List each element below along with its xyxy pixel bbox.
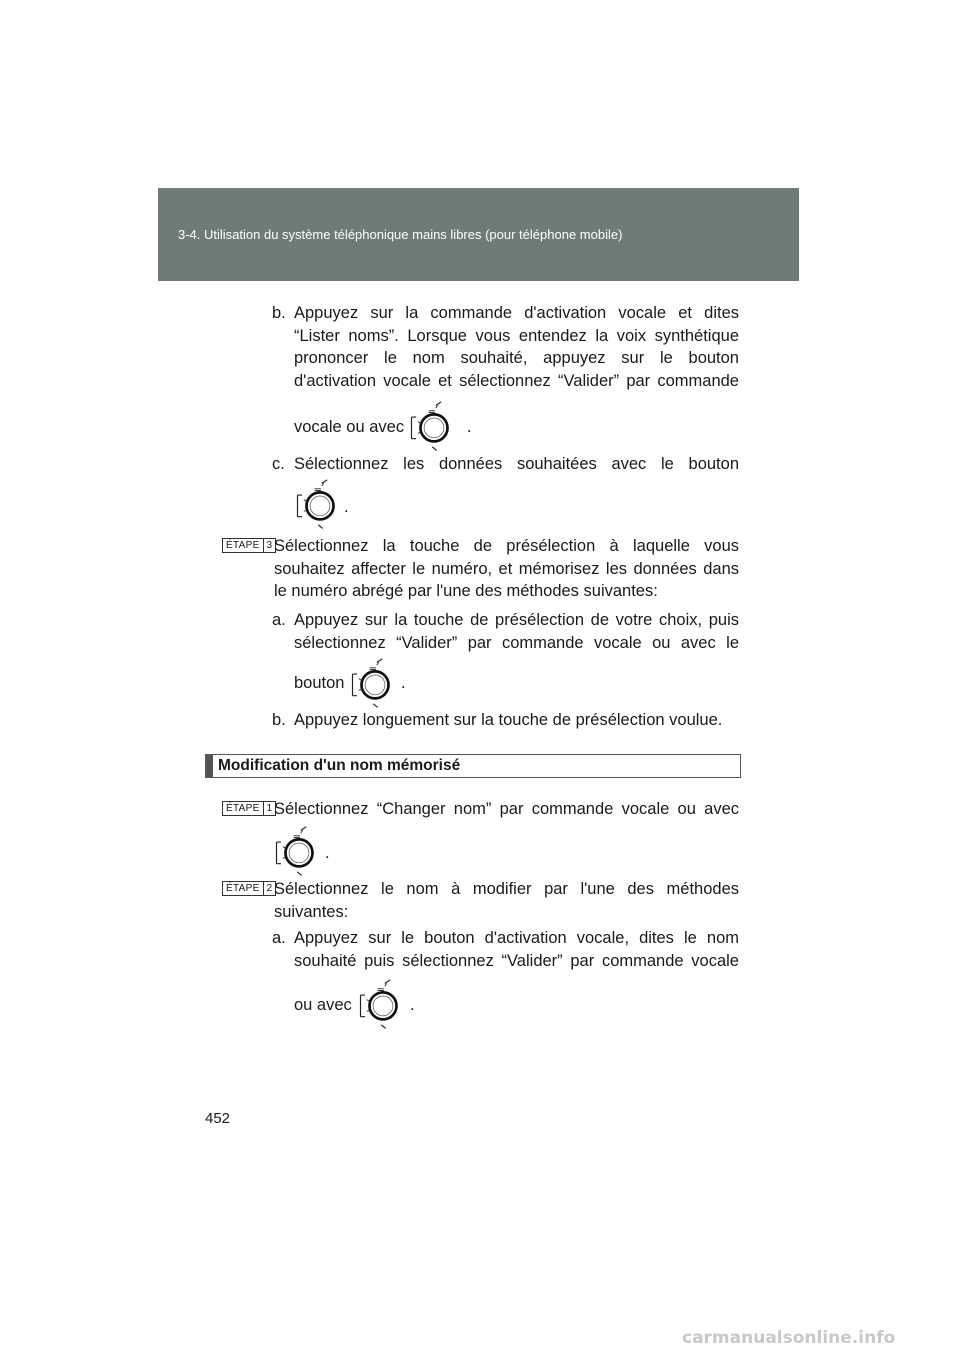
list-marker: b. (272, 304, 286, 322)
section-heading (205, 754, 741, 778)
text-line: Sélectionnez les données souhaitées avec le bouton (294, 455, 739, 473)
period: . (467, 418, 472, 436)
chapter-header (158, 188, 799, 281)
list-marker: b. (272, 711, 286, 729)
control-knob-icon (272, 825, 326, 879)
instruction-block-c (294, 453, 739, 476)
step-label: ÉTAPE (226, 883, 260, 894)
control-knob-icon (356, 978, 410, 1032)
page-number: 452 (205, 1110, 231, 1127)
text-line: prononcer le nom souhaité, appuyez sur le bouton (294, 349, 739, 368)
text-line: Sélectionnez le nom à modifier par l'une des méthodes (274, 880, 739, 898)
step-badge (222, 881, 276, 896)
step-2-text (274, 878, 739, 923)
text-line: bouton (294, 674, 345, 692)
step-number: 1 (263, 802, 276, 815)
control-knob-icon (407, 400, 461, 454)
step-label: ÉTAPE (226, 803, 260, 814)
list-marker: a. (272, 611, 286, 629)
step-3-text (274, 535, 739, 603)
period: . (344, 498, 349, 516)
step-number: 3 (263, 539, 276, 552)
text-line: Appuyez sur le bouton d'activation vocale, dites le nom (294, 929, 739, 947)
text-line: suivantes: (274, 902, 349, 921)
step-1-text (274, 798, 739, 821)
text-line: souhaité puis sélectionnez “Valider” par commande vocale (294, 951, 739, 970)
step-label: ÉTAPE (226, 540, 260, 551)
instruction-block-b (294, 302, 739, 392)
text-line: Appuyez sur la commande d'activation vocale et dites (294, 304, 739, 322)
text-line: le numéro abrégé par l'une des méthodes suivantes: (274, 582, 658, 601)
step-3-option-b: Appuyez longuement sur la touche de présélection voulue. (294, 711, 723, 729)
text-line: vocale ou avec (294, 418, 405, 436)
section-accent-bar (206, 755, 213, 777)
section-title: Modification d'un nom mémorisé (218, 757, 461, 774)
control-knob-icon (348, 657, 402, 711)
control-knob-icon (293, 478, 347, 532)
text-line: Sélectionnez la touche de présélection à laquelle vous (274, 537, 739, 555)
step-2-option-a (294, 927, 739, 972)
list-marker: c. (272, 455, 285, 473)
text-line: “Lister noms”. Lorsque vous entendez la voix synthétique (294, 326, 739, 345)
period: . (410, 996, 415, 1014)
period: . (401, 674, 406, 692)
step-3-option-a (294, 609, 739, 654)
step-badge (222, 538, 276, 553)
step-number: 2 (263, 882, 276, 895)
text-line: ou avec (294, 996, 352, 1014)
list-marker: a. (272, 929, 286, 947)
period: . (325, 844, 330, 862)
text-line: souhaitez affecter le numéro, et mémorisez les données dans (274, 559, 739, 578)
text-line: d'activation vocale et sélectionnez “Valider” par commande (294, 371, 739, 390)
text-line: Appuyez sur la touche de présélection de votre choix, puis (294, 611, 739, 629)
chapter-title: 3-4. Utilisation du système téléphonique mains libres (pour téléphone mobile) (178, 227, 623, 242)
step-badge (222, 801, 276, 816)
text-line: sélectionnez “Valider” par commande vocale ou avec le (294, 633, 739, 652)
watermark-logo: carmanualsonline.info (682, 1328, 896, 1348)
text-line: Sélectionnez “Changer nom” par commande vocale ou avec (274, 800, 739, 818)
